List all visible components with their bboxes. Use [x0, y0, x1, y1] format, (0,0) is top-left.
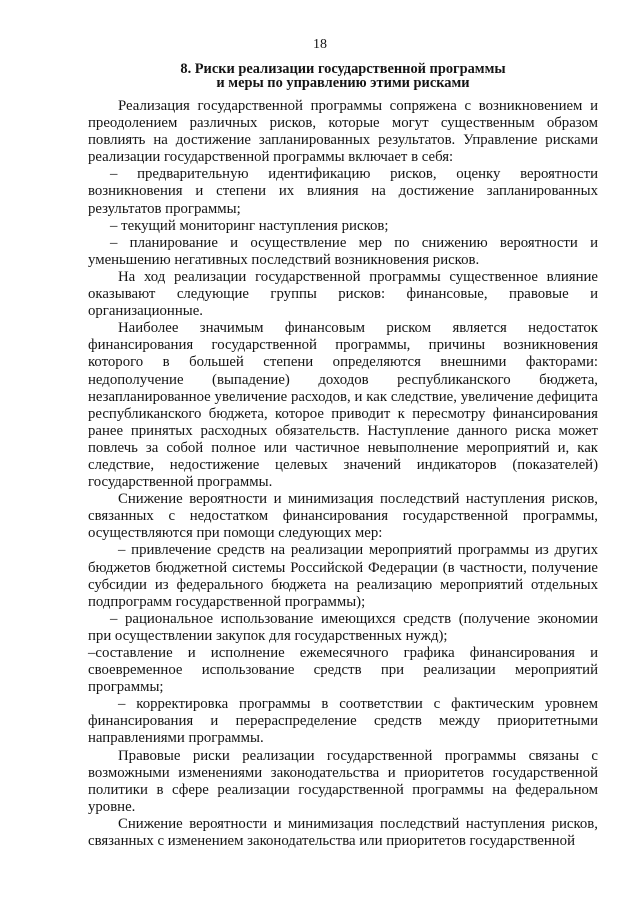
list-item-adjustment: – корректировка программы в соответствии с фактическим уровнем финансирования и перераспределение средств между приоритетными направлениями программы. [88, 696, 598, 747]
paragraph-risk-groups: На ход реализации государственной программы существенное влияние оказывают следующие группы рисков: финансовые, правовые и организационные. [88, 268, 598, 320]
list-item-attract-funds: – привлечение средств на реализации мероприятий программы из других бюджетов бюджетной системы Российской Федерации (в частности, получение субсидии из федерального бюджета на реализацию мероприятий отдельных подпрограмм государственной программы); [88, 542, 598, 610]
section-heading [88, 62, 598, 90]
list-item-identification: – предварительную идентификацию рисков, оценку вероятности возникновения и степени их влияния на достижение запланированных результатов программы; [88, 166, 598, 217]
document-body [88, 98, 598, 850]
paragraph-financial-mitigation: Снижение вероятности и минимизация последствий наступления рисков, связанных с недостатком финансирования государственной программы, осуществляются при помощи следующих мер: [88, 491, 598, 542]
list-item-schedule: –составление и исполнение ежемесячного графика финансирования и своевременное использование средств при реализации мероприятий программы; [88, 645, 598, 696]
paragraph-legal-mitigation: Снижение вероятности и минимизация последствий наступления рисков, связанных с изменением законодательства или приоритетов государственной [88, 815, 598, 850]
paragraph-intro: Реализация государственной программы сопряжена с возникновением и преодолением различных рисков, которые могут существенным образом повлиять на достижение запланированных результатов. Управление рисками реализации государственной программы включает в себя: [88, 98, 598, 166]
list-item-monitoring: – текущий мониторинг наступления рисков; [110, 217, 389, 234]
paragraph-legal-risk: Правовые риски реализации государственной программы связаны с возможными изменениями законодательства и приоритетов государственной политики в сфере реализации государственной программы на федеральном уровне. [88, 747, 598, 815]
page-number: 18 [313, 37, 327, 52]
section-heading-line-2: и меры по управлению этими рисками [216, 75, 470, 91]
section-heading-line-1: 8. Риски реализации государственной программы [180, 61, 506, 77]
list-item-planning: – планирование и осуществление мер по снижению вероятности и уменьшению негативных последствий возникновения рисков. [88, 234, 598, 268]
paragraph-financial-risk: Наиболее значимым финансовым риском является недостаток финансирования государственной программы, причины возникновения которого в большей степени определяются внешними факторами: недополучение (выпадение) доходов республиканского бюджета, незапланированное увеличение расходов, и как следствие, увеличение дефицита республиканского бюджета, которое приводит к пересмотру финансирования ранее принятых расходных обязательств. Наступление данного риска может повлечь за собой полное или частичное невыполнение мероприятий и, как следствие, недостижение целевых значений индикаторов (показателей) государственной программы. [88, 320, 598, 491]
list-item-rational-use: – рациональное использование имеющихся средств (получение экономии при осуществлении закупок для государственных нужд); [88, 610, 598, 644]
